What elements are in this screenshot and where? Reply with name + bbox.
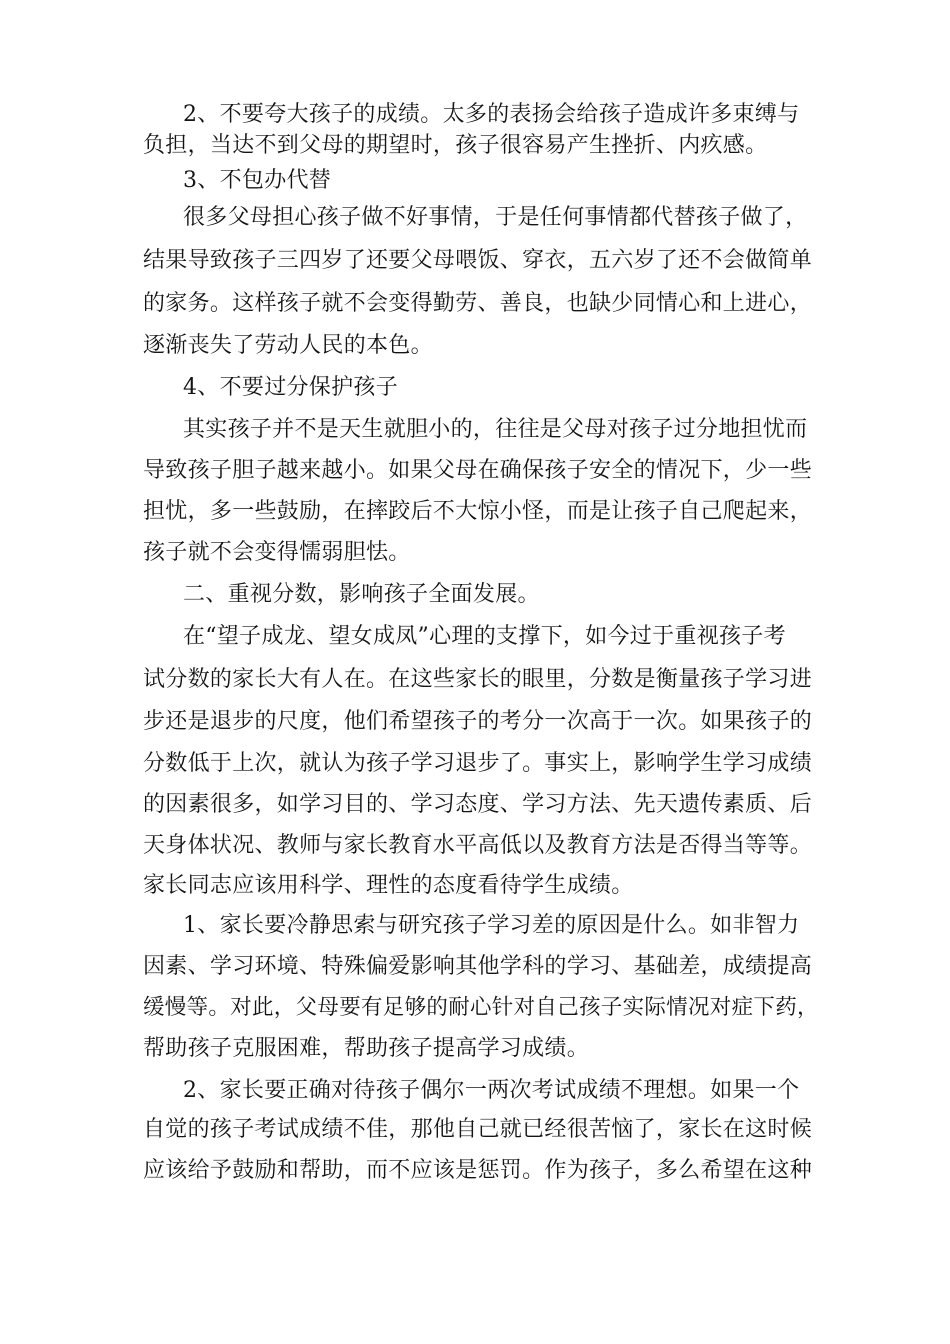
text-line: 在“望子成龙、望女成凤”心理的支撑下，如今过于重视孩子考 bbox=[183, 624, 786, 649]
section-heading: 3、不包办代替 bbox=[183, 168, 332, 193]
text-line: 导致孩子胆子越来越小。如果父母在确保孩子安全的情况下，少一些 bbox=[143, 458, 813, 483]
text-line: 试分数的家长大有人在。在这些家长的眼里，分数是衡量孩子学习进 bbox=[143, 667, 813, 692]
text-line: 天身体状况、教师与家长教育水平高低以及教育方法是否得当等等。 bbox=[143, 833, 813, 858]
text-line: 逐渐丧失了劳动人民的本色。 bbox=[143, 333, 433, 358]
text-line: 2、不要夸大孩子的成绩。太多的表扬会给孩子造成许多束缚与 bbox=[183, 102, 800, 127]
text-line: 1、家长要冷静思索与研究孩子学习差的原因是什么。如非智力 bbox=[183, 913, 800, 938]
text-line: 缓慢等。对此，父母要有足够的耐心针对自己孩子实际情况对症下药， bbox=[143, 995, 819, 1020]
text-line: 家长同志应该用科学、理性的态度看待学生成绩。 bbox=[143, 873, 634, 898]
text-line: 步还是退步的尺度，他们希望孩子的考分一次高于一次。如果孩子的 bbox=[143, 709, 813, 734]
text-line: 帮助孩子克服困难，帮助孩子提高学习成绩。 bbox=[143, 1036, 590, 1061]
section-heading: 4、不要过分保护孩子 bbox=[183, 375, 398, 400]
text-line: 2、家长要正确对待孩子偶尔一两次考试成绩不理想。如果一个 bbox=[183, 1078, 800, 1103]
text-line: 的家务。这样孩子就不会变得勤劳、善良，也缺少同情心和上进心， bbox=[143, 291, 813, 316]
text-line: 担忧，多一些鼓励，在摔跤后不大惊小怪，而是让孩子自己爬起来， bbox=[143, 499, 813, 524]
text-line: 很多父母担心孩子做不好事情，于是任何事情都代替孩子做了， bbox=[183, 205, 808, 230]
text-line: 因素、学习环境、特殊偏爱影响其他学科的学习、基础差，成绩提高 bbox=[143, 954, 813, 979]
text-line: 自觉的孩子考试成绩不佳，那他自己就已经很苦恼了，家长在这时候 bbox=[143, 1117, 813, 1142]
text-line: 孩子就不会变得懦弱胆怯。 bbox=[143, 540, 411, 565]
section-heading: 二、重视分数，影响孩子全面发展。 bbox=[183, 582, 540, 607]
text-line: 的因素很多，如学习目的、学习态度、学习方法、先天遗传素质、后 bbox=[143, 792, 813, 817]
text-line: 负担，当达不到父母的期望时，孩子很容易产生挫折、内疚感。 bbox=[143, 133, 768, 158]
text-line: 结果导致孩子三四岁了还要父母喂饭、穿衣，五六岁了还不会做简单 bbox=[143, 248, 813, 273]
text-line: 其实孩子并不是天生就胆小的，往往是父母对孩子过分地担忧而 bbox=[183, 417, 808, 442]
text-line: 分数低于上次，就认为孩子学习退步了。事实上，影响学生学习成绩 bbox=[143, 751, 813, 776]
text-line: 应该给予鼓励和帮助，而不应该是惩罚。作为孩子，多么希望在这种 bbox=[143, 1158, 813, 1183]
